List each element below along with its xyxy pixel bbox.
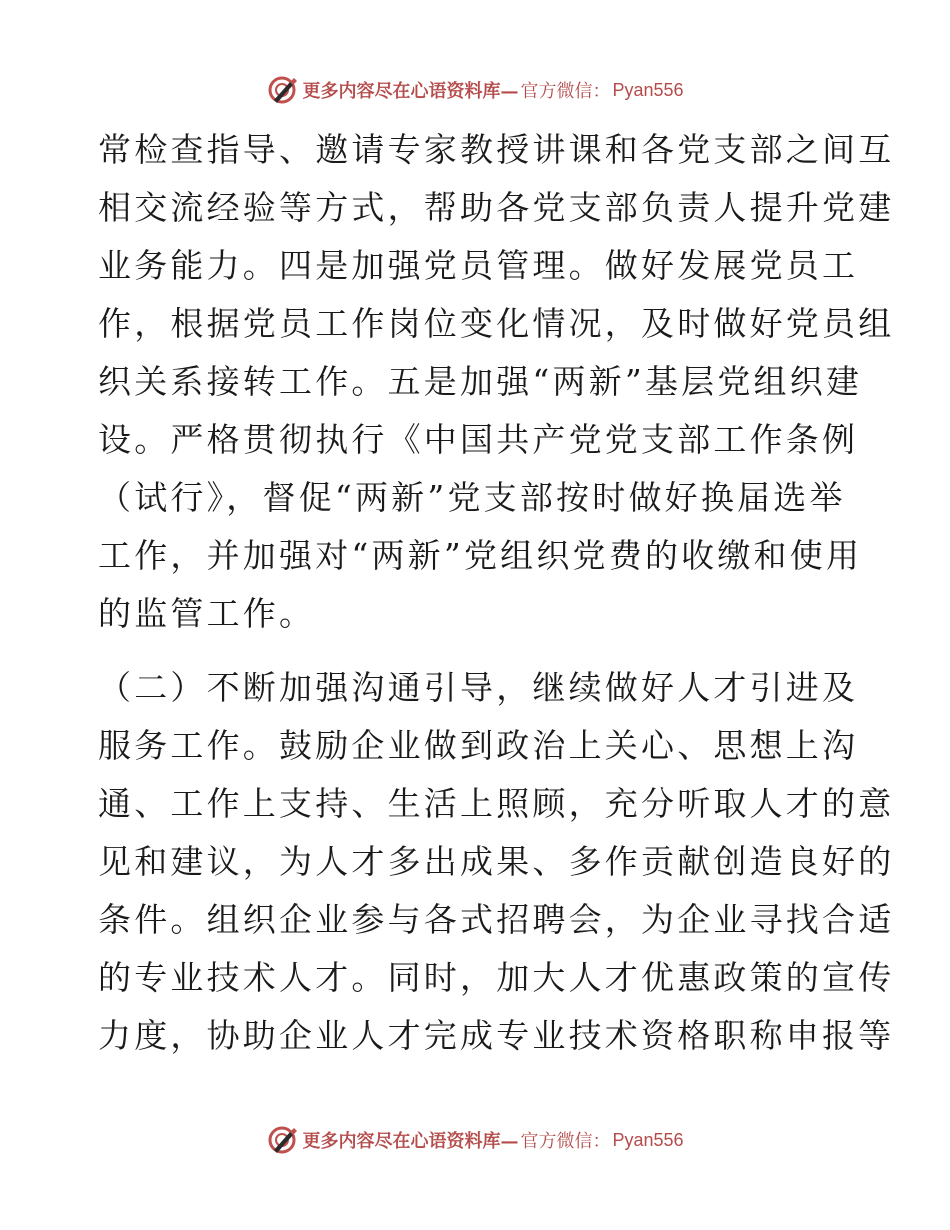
- text-line: 织关系接转工作。五是加强“两新”基层党组织建: [98, 362, 863, 401]
- paragraph-1: [98, 121, 895, 643]
- watermark-wechat-id: Pyan556: [612, 1129, 684, 1150]
- text-line: 见和建议，为人才多出成果、多作贡献创造良好的: [98, 842, 895, 881]
- text-line: 工作，并加强对“两新”党组织党费的收缴和使用: [98, 536, 863, 575]
- paragraph-2: [98, 659, 895, 1065]
- pen-logo-icon: [266, 1124, 298, 1156]
- watermark-text: 更多内容尽在心语资料库—: [302, 1131, 519, 1152]
- text-line: 服务工作。鼓励企业做到政治上关心、思想上沟: [98, 726, 859, 765]
- text-line: 相交流经验等方式，帮助各党支部负责人提升党建: [98, 188, 895, 227]
- watermark-wechat-label: 官方微信：: [520, 1131, 611, 1152]
- watermark-wechat-label: 官方微信：: [520, 81, 611, 102]
- text-line: 通、工作上支持、生活上照顾，充分听取人才的意: [98, 784, 895, 823]
- text-line: （试行》，督促“两新”党支部按时做好换届选举: [98, 478, 846, 517]
- document-body: [98, 121, 895, 1065]
- watermark-wechat-id: Pyan556: [612, 79, 684, 100]
- footer-watermark: [0, 1122, 950, 1158]
- header-watermark: [0, 72, 950, 108]
- text-line: 条件。组织企业参与各式招聘会，为企业寻找合适: [98, 900, 895, 939]
- text-line: 力度，协助企业人才完成专业技术资格职称申报等: [98, 1016, 895, 1055]
- text-line: 的专业技术人才。同时，加大人才优惠政策的宣传: [98, 958, 895, 997]
- text-line: 的监管工作。: [98, 594, 316, 633]
- text-line: 常检查指导、邀请专家教授讲课和各党支部之间互: [98, 130, 895, 169]
- text-line: （二）不断加强沟通引导，继续做好人才引进及: [98, 668, 859, 707]
- watermark-text: 更多内容尽在心语资料库—: [302, 81, 519, 102]
- text-line: 作，根据党员工作岗位变化情况，及时做好党员组: [98, 304, 895, 343]
- text-line: 设。严格贯彻执行《中国共产党党支部工作条例: [98, 420, 859, 459]
- pen-logo-icon: [266, 74, 298, 106]
- text-line: 业务能力。四是加强党员管理。做好发展党员工: [98, 246, 859, 285]
